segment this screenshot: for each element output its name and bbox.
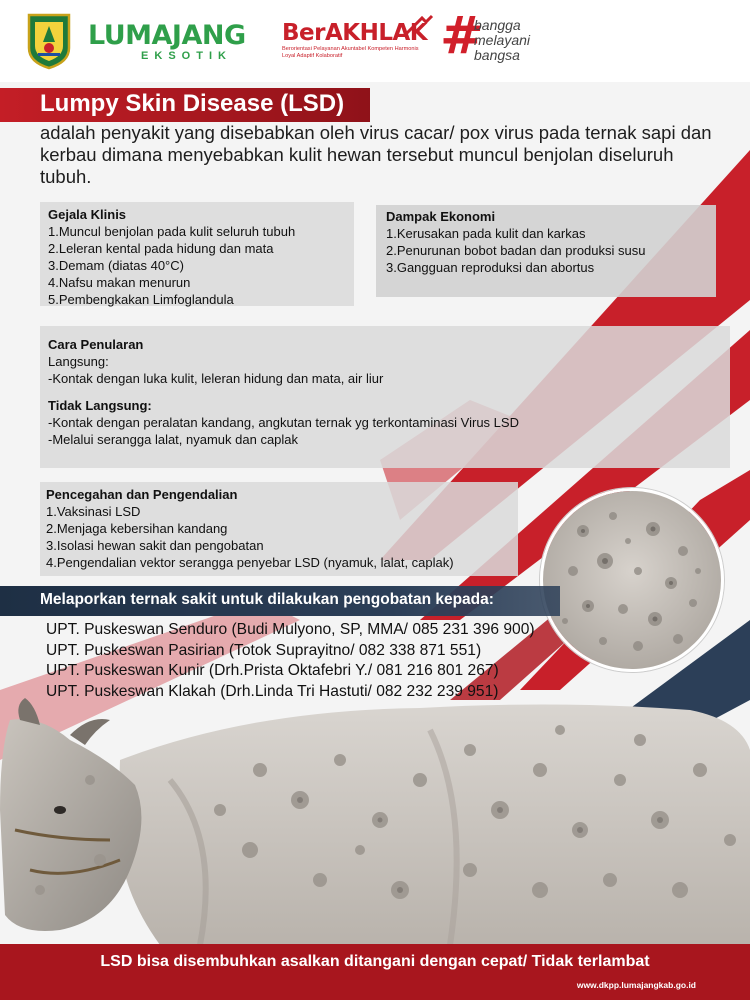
pencegahan-title: Pencegahan dan Pengendalian (46, 487, 238, 502)
bangga-line-1: bangga (474, 17, 521, 33)
lumajang-logo-text: LUMAJANG (88, 20, 246, 51)
dampak-ekonomi-box (376, 205, 716, 297)
gejala-item: 3.Demam (diatas 40°C) (48, 258, 184, 273)
hashtag-icon: # (440, 6, 484, 66)
pencegahan-item: 2.Menjaga kebersihan kandang (46, 521, 228, 536)
intro-text: adalah penyakit yang disebabkan oleh virus cacar/ pox virus pada ternak sapi dan kerbau dimana menyebabkan kulit hewan tersebut muncul benjolan diseluruh tubuh. (40, 122, 712, 187)
gejala-title: Gejala Klinis (48, 207, 127, 222)
eksotik-logo-text: EKSOTIK (141, 50, 232, 62)
report-band (0, 586, 560, 616)
tidak-langsung-item: -Melalui serangga lalat, nyamuk dan caplak (48, 432, 299, 447)
lumajang-eksotik-logo (88, 22, 263, 62)
dampak-title: Dampak Ekonomi (386, 209, 496, 224)
cow-with-lumps-photo (0, 690, 750, 945)
cara-penularan-box (40, 326, 730, 468)
gejala-item: 4.Nafsu makan menurun (48, 275, 191, 290)
pencegahan-box (40, 482, 518, 576)
bangga-melayani-bangsa-logo (440, 6, 550, 72)
lumpy-skin-closeup-photo (540, 488, 724, 672)
tidak-langsung-label: Tidak Langsung: (48, 398, 152, 413)
cara-title: Cara Penularan (48, 337, 144, 352)
contact-item: UPT. Puskeswan Senduro (Budi Mulyono, SP, MMA/ 085 231 396 900) (46, 621, 535, 638)
gejala-item: 2.Leleran kental pada hidung dan mata (48, 241, 274, 256)
footer-band (0, 944, 750, 1000)
bangga-line-3: bangsa (474, 47, 520, 63)
report-heading: Melaporkan ternak sakit untuk dilakukan pengobatan kepada: (40, 591, 494, 608)
contact-item: UPT. Puskeswan Klakah (Drh.Linda Tri Hastuti/ 082 232 239 951) (46, 682, 499, 700)
lumajang-regency-emblem-icon (26, 12, 72, 70)
contact-item: UPT. Puskeswan Kunir (Drh.Prista Oktafebri Y./ 081 216 801 267) (46, 662, 499, 679)
footer-slogan: LSD bisa disembuhkan asalkan ditangani dengan cepat/ Tidak terlambat (100, 953, 650, 970)
gejala-item: 1.Muncul benjolan pada kulit seluruh tubuh (48, 224, 296, 239)
gejala-item: 5.Pembengkakan Limfoglandula (48, 292, 234, 307)
pencegahan-item: 3.Isolasi hewan sakit dan pengobatan (46, 538, 264, 553)
dampak-item: 1.Kerusakan pada kulit dan karkas (386, 226, 586, 241)
dampak-item: 3.Gangguan reproduksi dan abortus (386, 260, 595, 275)
langsung-item: -Kontak dengan luka kulit, leleran hidung dan mata, air liur (48, 371, 384, 386)
contact-item: UPT. Puskeswan Pasirian (Totok Suprayitno/ 082 338 871 551) (46, 641, 482, 659)
page-title: Lumpy Skin Disease (LSD) (40, 90, 345, 117)
berakhlak-tagline: Berorientasi Pelayanan Akuntabel Kompeten Harmonis Loyal Adaptif Kolaboratif (282, 46, 419, 59)
bangga-line-2: melayani (474, 32, 531, 48)
pencegahan-item: 1.Vaksinasi LSD (46, 504, 141, 519)
berakhlak-swoosh-icon (404, 14, 434, 38)
website-link[interactable]: www.dkpp.lumajangkab.go.id (576, 980, 696, 990)
tidak-langsung-item: -Kontak dengan peralatan kandang, angkutan ternak yg terkontaminasi Virus LSD (48, 415, 519, 430)
title-band (0, 88, 750, 122)
header (0, 0, 750, 82)
berakhlak-logo-text: BerAKHLAK (282, 20, 428, 46)
dampak-item: 2.Penurunan bobot badan dan produksi susu (386, 243, 646, 258)
gejala-klinis-box (40, 202, 354, 306)
pencegahan-item: 4.Pengendalian vektor serangga penyebar LSD (nyamuk, lalat, caplak) (46, 555, 454, 570)
langsung-label: Langsung: (48, 354, 109, 369)
